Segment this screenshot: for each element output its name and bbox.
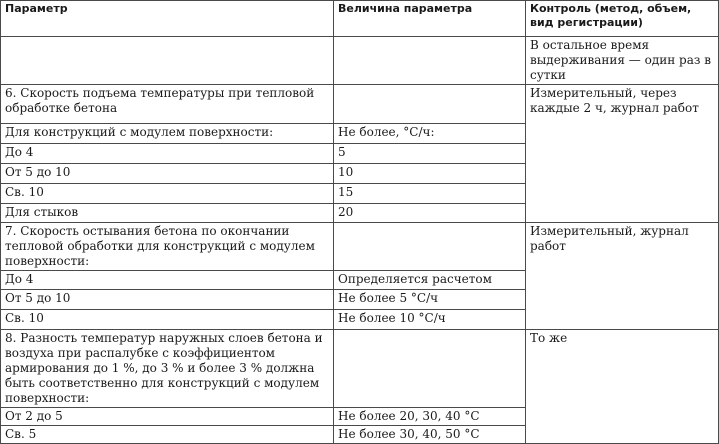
control-cell: Измерительный, через каждые 2 ч, журнал работ — [526, 85, 719, 223]
cell-empty — [334, 223, 526, 271]
parameter-cell: Св. 10 — [1, 184, 334, 204]
control-cell: То же — [526, 330, 719, 444]
cell-empty — [334, 37, 526, 85]
parameter-cell: От 5 до 10 — [1, 290, 334, 310]
parameter-cell: 7. Скорость остывания бетона по окончании тепловой обработки для конструкций с модулем поверхности: — [1, 223, 334, 271]
header-parameter: Параметр — [1, 1, 334, 37]
cell-empty — [1, 37, 334, 85]
table-row — [1, 223, 719, 271]
parameter-cell: До 4 — [1, 271, 334, 290]
value-cell: 10 — [334, 164, 526, 184]
parameter-cell: Для конструкций с модулем поверхности: — [1, 124, 334, 144]
value-cell: 20 — [334, 204, 526, 223]
value-cell: Не более, °С/ч: — [334, 124, 526, 144]
value-cell: 5 — [334, 144, 526, 164]
parameter-cell: От 2 до 5 — [1, 408, 334, 426]
value-cell: Определяется расчетом — [334, 271, 526, 290]
cell-empty — [334, 85, 526, 124]
header-control: Контроль (метод, объем, вид регистрации) — [526, 1, 719, 37]
header-value: Величина параметра — [334, 1, 526, 37]
parameter-cell: Св. 5 — [1, 426, 334, 444]
parameter-cell: 8. Разность температур наружных слоев бетона и воздуха при распалубке с коэффициентом армирования до 1 %, до 3 % и более 3 % должна быть соответственно для конструкций с модулем поверхности: — [1, 330, 334, 408]
value-cell: Не более 5 °С/ч — [334, 290, 526, 310]
value-cell: Не более 10 °С/ч — [334, 310, 526, 330]
table-row — [1, 330, 719, 408]
value-cell: Не более 20, 30, 40 °С — [334, 408, 526, 426]
parameter-cell: 6. Скорость подъема температуры при тепловой обработке бетона — [1, 85, 334, 124]
control-cell: Измерительный, журнал работ — [526, 223, 719, 330]
parameter-cell: От 5 до 10 — [1, 164, 334, 184]
header-row — [1, 1, 719, 37]
control-cell: В остальное время выдерживания — один раз в сутки — [526, 37, 719, 85]
table-row — [1, 85, 719, 124]
value-cell: 15 — [334, 184, 526, 204]
table-row — [1, 37, 719, 85]
parameter-cell: Для стыков — [1, 204, 334, 223]
parameter-cell: Св. 10 — [1, 310, 334, 330]
cell-empty — [334, 330, 526, 408]
value-cell: Не более 30, 40, 50 °С — [334, 426, 526, 444]
parameter-cell: До 4 — [1, 144, 334, 164]
